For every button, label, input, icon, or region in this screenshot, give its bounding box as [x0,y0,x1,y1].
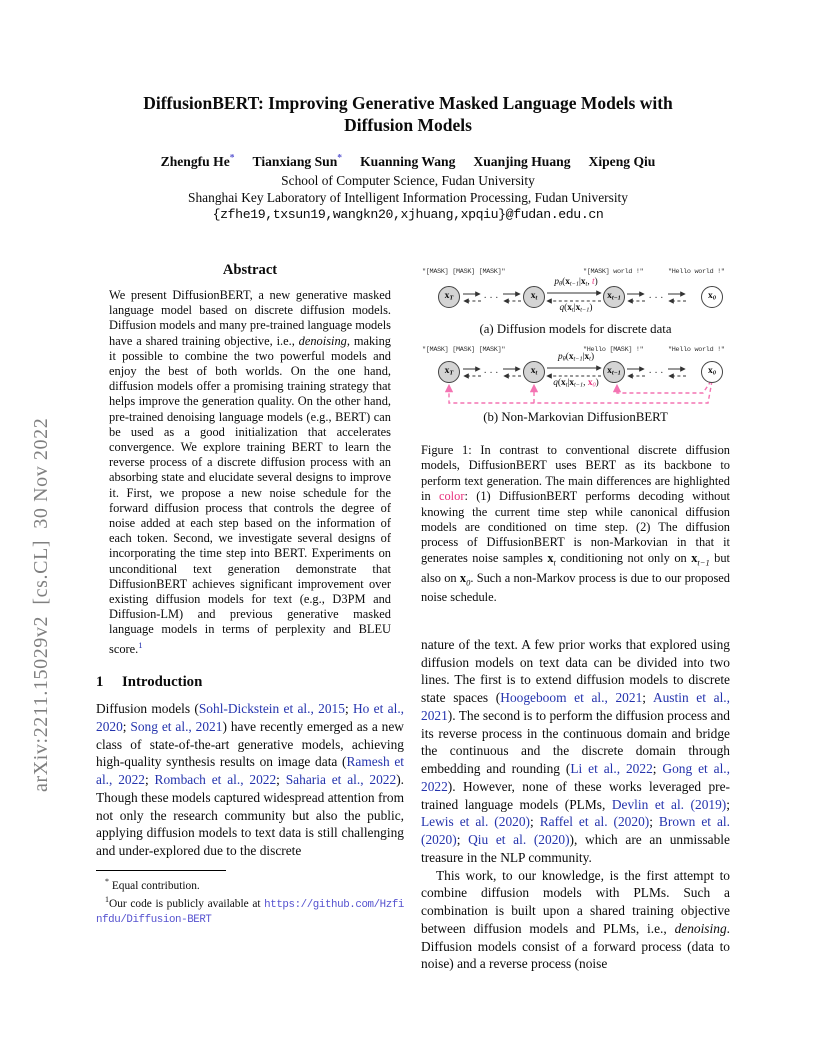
text-run: This work, to our knowledge, is the first attempt to combine diffusion models with PLMs. Such a combination is built upon a shared training objective between diffusion models and PLMs, i.e., [421,867,730,936]
author [253,154,343,169]
text-run: : (1) DiffusionBERT performs decoding without knowing the current time step while canonical diffusion models are conditioned on time step. (2) The diffusion process of DiffusionBERT is non-Markovian in that it generates noise samples [421,489,730,565]
text-run: ; [144,772,155,787]
text-run: denoising [298,333,347,348]
partially-masked-label: "[MASK] world !" [583,268,644,276]
text-run: ) [594,277,598,287]
forward-process-formula [521,303,631,314]
citation-link[interactable]: Ho et al., 2020 [96,701,405,734]
text-run: p [554,277,559,287]
author-name: Xipeng Qiu [588,153,656,169]
text-run: x [584,352,590,362]
text-run: Diffusion models ( [96,701,199,716]
subfigure-b [421,338,730,433]
reverse-process-formula [521,277,631,288]
text-run: ). The second is to perform the diffusion process and its reverse process in the continuous domain and bridge the continuous and the discrete domain through embedding and rounding ( [421,707,730,777]
text-run: t−1 [573,355,583,363]
intro-paragraph [96,700,404,860]
text-run: t [565,381,568,389]
text-run: t−1 [697,557,710,568]
author [360,154,455,169]
section-heading-introduction [96,674,404,691]
text-run: color [438,489,465,504]
node-label-xT: xT [444,291,454,302]
footnote-equal-contribution [96,875,404,893]
forward-process-formula [521,378,631,389]
intro-text [96,700,404,860]
text-run: x [567,303,572,313]
author-name: Tianxiang Sun [252,153,338,169]
clean-sequence-label: "Hello world !" [668,268,725,276]
right-column [421,260,730,973]
affiliation-1: School of Computer Science, Fudan University [281,173,535,188]
citation-link[interactable]: Gong et al., 2022 [421,761,730,794]
citation-link[interactable]: Song et al., 2021 [130,718,223,734]
text-run: ; [530,814,540,830]
body-paragraph [421,636,730,867]
node-label-xt: xt [530,366,538,377]
text-run: . Diffusion models consist of a forward process (data to noise) and a reverse process (noise [421,920,730,972]
footnote-rule [96,870,226,871]
section-title: Introduction [122,674,203,690]
ellipsis-dots: · · · [483,368,499,379]
text-run: ; [122,718,131,734]
text-run: ). Though these models captured widespread attention from not only the research community but also the public, applying diffusion models to text data is still challenging and under-explored due to the discrete [96,772,404,858]
text-run: Figure 1: In contrast to conventional discrete diffusion models, DiffusionBERT uses BERT as its backbone to perform text generation. The main differences are highlighted in [421,443,730,504]
github-url-link[interactable]: https://github.com/Hzfinfdu/Diffusion-BERT [96,898,404,926]
footnote-code-text: Our code is publicly available at [108,897,265,910]
author-emails: {zfhe19,txsun19,wangkn20,xjhuang,xpqiu}@fudan.edu.cn [212,207,604,222]
partially-masked-label: "Hello [MASK] !" [583,346,644,354]
node-label-xt-1: xt−1 [607,366,621,377]
citation-link[interactable]: Raffel et al. (2020) [539,814,650,830]
abstract-body [109,288,391,657]
text-run: θ [562,355,566,363]
text-run: . Such a non-Markov process is due to our proposed noise schedule. [421,570,731,605]
text-run: ; [726,796,730,812]
text-run: ; [642,690,653,706]
citation-link[interactable]: Lewis et al. (2020) [421,814,531,830]
author-list [91,153,725,170]
text-run: t [591,277,595,287]
clean-sequence-label: "Hello world !" [668,346,725,354]
author-name: Zhengfu He [160,153,230,169]
text-run: ) [589,303,593,313]
text-run: denoising [674,920,727,936]
text-run: ; [276,772,286,787]
node-label-xT: xT [444,366,454,377]
node-label-xt: xt [530,291,538,302]
text-run: but also on [421,550,730,585]
citation-link[interactable]: Sohl-Dickstein et al., 2015 [198,701,345,716]
text-run: ), which are an unmissable treasure in the NLP community. [421,832,730,865]
text-run: , [583,378,588,388]
paper-title-line1: DiffusionBERT: Improving Generative Masked Language Models with [143,93,673,113]
text-run: ( [564,303,568,313]
affiliation-2: Shanghai Key Laboratory of Intelligent Information Processing, Fudan University [188,190,628,205]
text-run: 0 [466,577,471,587]
text-run: t [589,355,591,363]
node-label-xt-1: xt−1 [607,291,621,302]
subfigure-a [421,260,730,338]
paper-title-line2: Diffusion Models [344,115,472,136]
text-run: ( [565,352,569,362]
text-run: x [561,378,566,388]
equal-contrib-mark: * [229,153,235,163]
text-run: t−1 [573,381,584,389]
reverse-process-formula [521,352,631,363]
citation-link[interactable]: Hoogeboom et al., 2021 [500,690,643,706]
citation-link[interactable]: Qiu et al. (2020) [468,832,570,848]
citation-link[interactable]: Saharia et al., 2022 [285,772,397,787]
text-run: q [559,303,565,313]
text-run: conditioning not only on [555,550,692,565]
text-run: x [568,352,574,362]
citation-link[interactable]: Brown et al. (2020) [421,814,730,848]
ellipsis-dots: · · · [648,293,664,304]
text-run: ; [456,832,469,848]
text-run: , making it possible to combine the two powerful models and enjoy the best of both worlds. On the one hand, diffusion models offer a promising training strategy that helps improve the generation quality. On the other hand, pre-trained denoising language models (e.g., BERT) can be used as a good initialization that accelerates convergence. We explore training BERT to learn the reverse process of a discrete diffusion process with an absorbing state and elucidate several designs to improve it. First, we propose a new noise schedule for the forward diffusion process that controls the degree of noise added at each step based on the information of each token. Second, we investigate several designs of incorporating the time step into BERT. Experiments on unconditional text generation demonstrate that DiffusionBERT achieves significant improvement over existing diffusion models for text (e.g., D3PM and Diffusion-LM) and previous generative masked language models in terms of perplexity and BLEU score. [109,333,391,656]
text-run: | [573,303,576,313]
node-label-x0: x0 [708,291,716,302]
text-run: x [565,277,570,287]
text-run: x [575,303,581,313]
masked-sequence-label: "[MASK] [MASK] [MASK]" [422,268,506,276]
abstract-heading: Abstract [222,262,278,278]
masked-sequence-label: "[MASK] [MASK] [MASK]" [422,346,506,354]
author [473,154,570,169]
citation-link[interactable]: Austin et al., 2021 [421,690,730,723]
footnote-number: 1 [105,894,109,904]
text-run: ; [649,814,659,830]
body-paragraph [421,867,730,974]
text-run: ) [595,378,599,388]
footnote-equal-text: Equal contribution. [108,879,200,892]
text-run: ( [562,277,566,287]
text-run: ) [590,352,595,362]
text-run: x [691,550,698,565]
subcaption-a: (a) Diffusion models for discrete data [479,322,672,336]
author-name: Xuanjing Huang [473,153,571,169]
text-run: ; [344,701,353,716]
text-run: | [579,277,581,287]
text-run: t [585,280,588,288]
citation-link[interactable]: Ramesh et al., 2022 [96,754,404,787]
text-run: t−1 [569,280,580,288]
text-run: nature of the text. A few prior works that explored using diffusion models on text data can be divided into two lines. The first is to extend diffusion models to discrete state spaces ( [421,636,730,706]
ellipsis-dots: · · · [648,368,664,379]
text-run: x [459,570,467,585]
footnote-code [96,893,404,927]
text-run: x [587,378,593,388]
text-run: ( [557,378,562,388]
text-run: | [582,352,585,362]
text-run: t [553,557,556,568]
figure-1-caption [421,443,730,606]
citation-link[interactable]: Rombach et al., 2022 [154,772,277,787]
text-run: ) have recently emerged as a new class of state-of-the-art generative models, achieving high-quality synthesis results on image data ( [96,718,404,770]
text-run: q [553,378,558,388]
citation-link[interactable]: Li et al., 2022 [570,761,653,777]
text-run: x [569,378,574,388]
section-number: 1 [96,674,104,690]
text-run: x [547,550,554,565]
author-name: Kuanning Wang [360,153,456,169]
text-run: We present DiffusionBERT, a new generative masked language model based on discrete diffusion models. Diffusion models and many pre-trained language models have a shared training objective, i.e., [109,288,391,348]
paper-title [91,92,725,137]
left-column [96,262,404,927]
column2-text [421,636,730,973]
text-run: t−1 [580,306,590,314]
text-run: θ [558,280,563,288]
author [589,154,656,169]
text-run: p [557,352,563,362]
text-run: x [580,277,586,287]
citation-link[interactable]: 1 [138,639,143,650]
ellipsis-dots: · · · [483,293,499,304]
author [161,154,235,169]
citation-link[interactable]: Devlin et al. (2019) [611,796,727,812]
text-run: 0 [592,381,596,389]
text-run: , [587,277,592,287]
node-label-x0: x0 [708,366,716,377]
figure-1 [421,260,730,443]
subcaption-b: (b) Non-Markovian DiffusionBERT [483,410,668,424]
arxiv-banner: arXiv:2211.15029v2 [cs.CL] 30 Nov 2022 [30,417,52,792]
text-run: | [567,378,570,388]
text-run: t [571,306,574,314]
text-run: ). However, none of these works leveraged pre-trained language models (PLMs, [421,778,730,812]
equal-contrib-mark: * [337,153,343,163]
text-run: ; [652,761,663,777]
footnote-star: * [105,876,109,886]
